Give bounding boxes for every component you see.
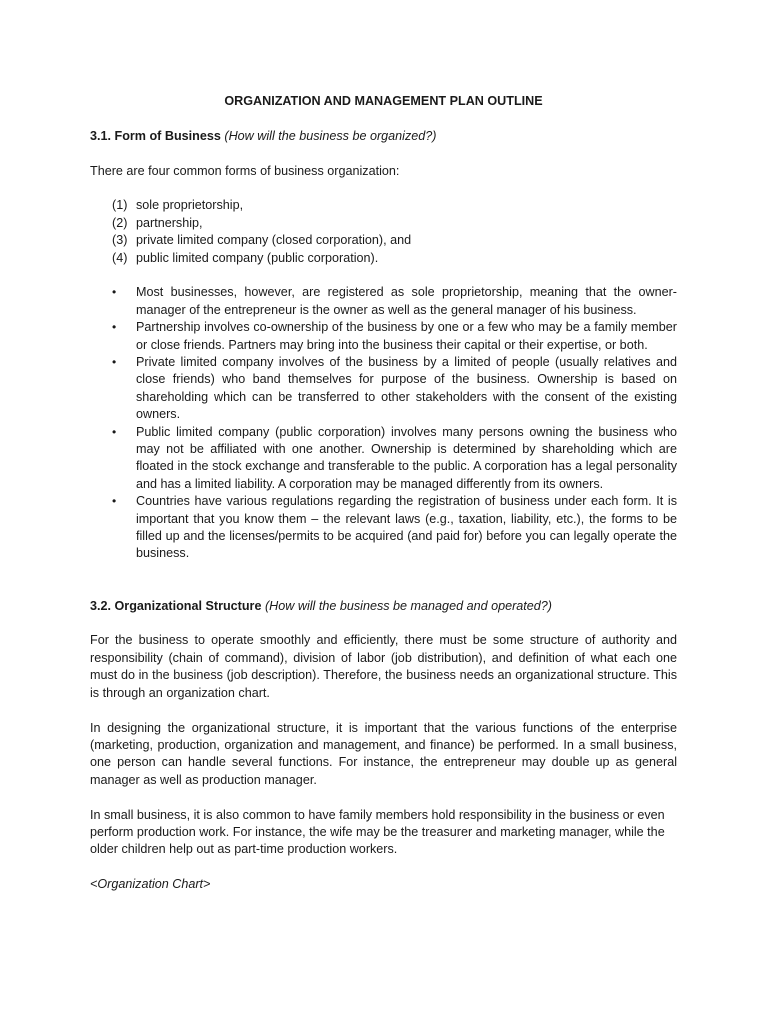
section-heading-organizational-structure — [90, 598, 677, 615]
bullet-item — [112, 319, 677, 354]
paragraph: In designing the organizational structure, it is important that the various functions of the enterprise (marketing, production, organization and management, and finance) be performed. In a small business, one person can handle several functions. For instance, the entrepreneur may double up as general manager as well as production manager. — [90, 720, 677, 787]
bullet-icon: • — [112, 424, 117, 439]
list-item-text: partnership, — [136, 215, 203, 230]
paragraph: In small business, it is also common to have family members hold responsibility in the business or even perform production work. For instance, the wife may be the treasurer and marketing manager, while the older children help out as part-time production workers. — [90, 807, 665, 857]
list-item — [112, 250, 677, 267]
section-heading-text: 3.2. Organizational Structure — [90, 598, 262, 613]
bullet-item — [112, 284, 677, 319]
bullet-item — [112, 424, 677, 494]
bullet-text: Public limited company (public corporation) involves many persons owning the business who may not be affiliated with one another. Ownership is determined by shareholding which are floated in the stock exchange and transferable to the public. A corporation has a legal personality and has a limited liability. A corporation may be managed differently from its owners. — [136, 424, 677, 491]
section-heading-question: (How will the business be organized?) — [224, 128, 437, 143]
bullet-item — [112, 493, 677, 563]
section-heading-question: (How will the business be managed and operated?) — [264, 598, 552, 613]
bullet-text: Countries have various regulations regarding the registration of business under each form. It is important that you know them – the relevant laws (e.g., taxation, liability, etc.), the forms to be filled up and the licenses/permits to be acquired (and paid for) before you can legally operate the business. — [136, 494, 677, 561]
bullet-text: Partnership involves co-ownership of the business by one or a few who may be a family member or close friends. Partners may bring into the business their capital or their expertise, or both. — [136, 320, 677, 352]
bullet-text: Private limited company involves of the business by a limited of people (usually relatives and close friends) who band themselves for purpose of the business. Ownership is based on shareholding which can be transferred to other stakeholders with the consent of the existing owners. — [136, 355, 677, 422]
bullet-icon: • — [112, 320, 117, 335]
bullet-text: Most businesses, however, are registered as sole proprietorship, meaning that the owner-manager of the entrepreneur is the owner as well as the general manager of his business. — [136, 285, 677, 317]
paragraph: For the business to operate smoothly and efficiently, there must be some structure of authority and responsibility (chain of command), division of labor (job distribution), and definition of what each one must do in the business (job description). Therefore, the business needs an organizational structure. This is through an organization chart. — [90, 633, 677, 700]
list-item — [112, 197, 677, 214]
list-number: (4) — [112, 250, 128, 265]
forms-intro: There are four common forms of business organization: — [90, 163, 400, 178]
bullet-item — [112, 354, 677, 424]
forms-explanation-list — [90, 284, 677, 563]
forms-list — [90, 197, 677, 267]
list-item — [112, 232, 677, 249]
list-item-text: sole proprietorship, — [136, 198, 244, 213]
section-heading-form-of-business — [90, 128, 677, 145]
list-number: (2) — [112, 215, 128, 230]
bullet-icon: • — [112, 285, 117, 300]
organization-chart-placeholder: <Organization Chart> — [90, 877, 211, 892]
list-number: (3) — [112, 233, 128, 248]
bullet-icon: • — [112, 494, 117, 509]
list-item-text: private limited company (closed corporation), and — [136, 233, 412, 248]
bullet-icon: • — [112, 355, 117, 370]
section-heading-text: 3.1. Form of Business — [90, 128, 221, 143]
list-item — [112, 215, 677, 232]
list-number: (1) — [112, 198, 128, 213]
document-body — [90, 93, 677, 894]
document-title: ORGANIZATION AND MANAGEMENT PLAN OUTLINE — [224, 94, 543, 108]
list-item-text: public limited company (public corporation). — [136, 250, 379, 265]
